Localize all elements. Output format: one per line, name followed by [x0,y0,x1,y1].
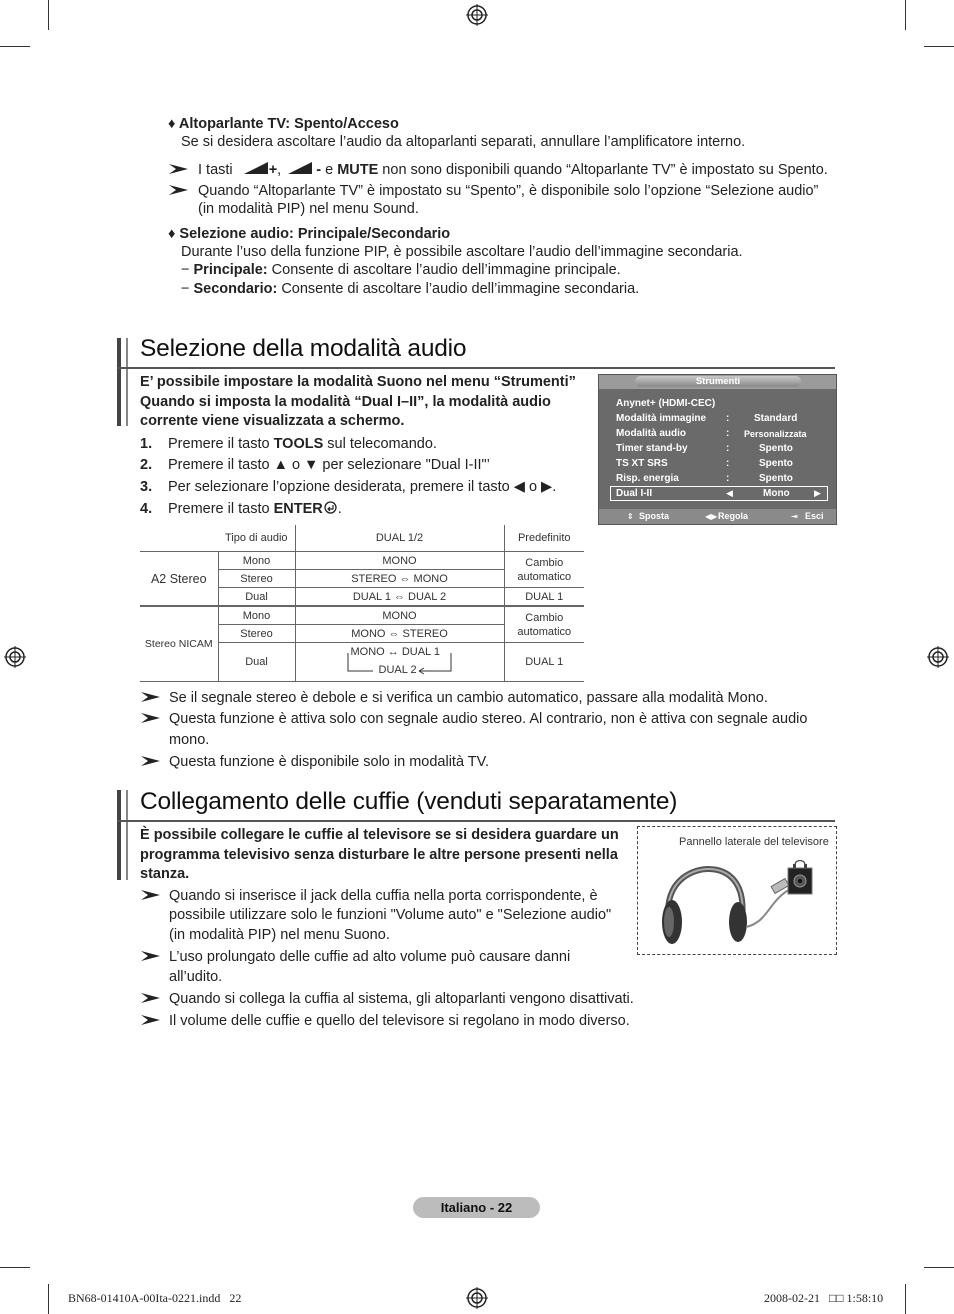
section-bar [117,790,121,880]
step-item [140,435,437,454]
table-cell: Mono [218,606,295,625]
menu-row [616,443,826,455]
registration-mark-icon [466,1287,488,1309]
step-key: TOOLS [273,436,324,452]
dual-cycle-bottom: DUAL 2 [378,664,417,676]
date-info: 2008-02-21 □□ 1:58:10 [764,1291,884,1305]
table-cell: Cambio automatico [504,606,584,643]
bullet-text: Se si desidera ascoltare l’audio da altoparlanti separati, annullare l’amplificatore interno. [181,134,746,150]
note-text: Quando si collega la cuffia al sistema, gli altoparlanti vengono disattivati. [169,991,634,1007]
dual-cycle-diagram [345,645,455,679]
menu-header [599,375,836,389]
table-cell: Mono [218,552,295,570]
arrow-right-icon: ▶ [814,488,821,498]
section-title: Collegamento delle cuffie (venduti separatamente) [140,788,678,815]
comma: , [277,162,282,178]
file-info: BN68-01410A-00Ita-0221.indd 22 [68,1291,242,1305]
crop-mark [905,0,906,30]
menu-row-label: Modalità audio [616,428,686,439]
intro-text: programma televisivo senza disturbare le altre persone presenti nella [140,847,618,863]
colon: : [726,413,730,424]
menu-row-value: Spento [759,458,793,469]
note-arrow-icon [140,991,162,1005]
headphone-icon [638,827,836,954]
menu-selected-row [610,486,828,501]
note-text: possibile utilizzare solo le funzioni "Volume auto" e "Selezione audio" [169,907,612,923]
sub-item-text: Consente di ascoltare l’audio dell’immagine secondaria. [277,281,640,297]
dual-cycle-top: MONO ↔ DUAL 1 [350,646,440,658]
menu-row-label: Risp. energia [616,473,679,484]
bullet-title: ♦ Selezione audio: Principale/Secondario [168,226,451,242]
dash: − [181,262,190,278]
footer-exit-label: Esci [805,511,824,521]
table-cell: STEREO ⇔ MONO [295,570,504,588]
page-number: Italiano - 22 [413,1197,540,1218]
menu-row [616,458,826,470]
menu-row [616,413,826,425]
menu-row-value: Mono [763,488,790,499]
colon: : [726,428,730,439]
table-header: Tipo di audio [218,525,295,552]
note-arrow-icon [140,888,162,902]
intro-text: stanza. [140,866,190,882]
dash: − [181,281,190,297]
note-text: Il volume delle cuffie e quello del televisore si regolano in modo diverso. [169,1013,630,1029]
table-cell: MONO [295,606,504,625]
volume-up-icon [243,161,269,175]
note-arrow-icon [140,1013,162,1027]
note-text: L’uso prolungato delle cuffie ad alto volume può causare danni [169,949,571,965]
crop-mark [48,0,49,30]
note-arrow-icon [140,949,162,963]
menu-row-label: TS XT SRS [616,458,668,469]
note-text: mono. [169,732,210,748]
step-number: 4. [140,501,153,517]
menu-title: Strumenti [635,376,801,387]
note-text: Questa funzione è attiva solo con segnale audio stereo. Al contrario, non è attiva con segnale audio [169,711,808,727]
note-arrow-icon [168,183,190,197]
headphone-illustration-panel [637,826,837,955]
sub-item-label: Secondario: [193,281,278,297]
step-text: sul telecomando. [323,436,437,452]
table-header: DUAL 1/2 [295,525,504,552]
table-group-label: Stereo NICAM [140,606,218,682]
table-row [140,552,584,570]
menu-footer [599,509,836,524]
section-title: Selezione della modalità audio [140,335,467,362]
section-bar [117,338,121,426]
crop-mark [0,1267,30,1268]
step-number: 2. [140,457,153,473]
bullet-title: ♦ Altoparlante TV: Spento/Acceso [168,116,399,132]
table-cell: DUAL 1 [504,643,584,682]
menu-row [616,398,826,410]
table-header-row [140,525,584,552]
plus-label: + [268,162,278,178]
menu-row-value: Spento [759,473,793,484]
table-cell: Stereo [218,570,295,588]
section-bar [126,338,128,426]
table-cell: MONO [295,552,504,570]
note-arrow-icon [140,754,162,768]
note-arrow-icon [140,690,162,704]
intro-text: corrente viene visualizzata a schermo. [140,413,405,429]
crop-mark [924,1267,954,1268]
note-text: Questa funzione è disponibile solo in modalità TV. [169,754,490,770]
footer-adjust-label: Regola [718,511,749,521]
note-text: (in modalità PIP) nel menu Sound. [198,201,419,217]
table-cell: Dual [218,588,295,607]
updown-icon: ⇕ [627,512,634,521]
step-text: Per selezionare l’opzione desiderata, premere il tasto ◀ o ▶. [168,479,557,495]
note-text: I tasti [198,162,233,178]
volume-down-icon [287,161,313,175]
menu-row-value: Spento [759,443,793,454]
note-line [198,161,828,180]
title-underline [117,820,835,822]
step-key: ENTER [273,501,323,517]
crop-mark [905,1284,906,1314]
table-group-label: A2 Stereo [140,552,218,607]
menu-row-label: Anynet+ (HDMI-CEC) [616,398,716,409]
sub-item-label: Principale: [193,262,268,278]
note-text: Se il segnale stereo è debole e si verifica un cambio automatico, passare alla modalità Mono. [169,690,768,706]
sub-item [181,280,639,299]
table-cell: MONO ⇔ STEREO [295,625,504,643]
step-text: Premere il tasto [168,501,274,517]
table-cell [140,525,218,552]
step-item [140,500,342,519]
step-text: Premere il tasto [168,436,274,452]
intro-text: Quando si imposta la modalità “Dual I–II”, la modalità audio [140,394,551,410]
section-bar [126,790,128,880]
note-text: all’udito. [169,969,223,985]
step-item [140,478,556,497]
step-number: 1. [140,436,153,452]
crop-mark [924,46,954,47]
colon: : [726,458,730,469]
bullet-text: Durante l’uso della funzione PIP, è possibile ascoltare l’audio dell’immagine secondaria. [181,244,743,260]
table-row [140,606,584,625]
table-cell: Dual [218,643,295,682]
table-cell: DUAL 1 ⇔ DUAL 2 [295,588,504,607]
step-text: Premere il tasto ▲ o ▼ per selezionare "Dual I-II"’ [168,457,490,473]
menu-row-label: Modalità immagine [616,413,707,424]
leftright-icon: ◀▶ [705,512,718,521]
exit-icon: ⇥ [791,512,798,521]
note-arrow-icon [140,711,162,725]
mute-label: MUTE [337,162,379,178]
table-cell: Cambio automatico [504,552,584,588]
minus-label: - [316,162,322,178]
audio-mode-table [140,525,584,682]
title-underline [117,367,835,369]
intro-text: E’ possibile impostare la modalità Suono nel menu “Strumenti” [140,374,576,390]
tools-menu-screenshot [598,374,837,525]
arrow-left-icon: ◀ [726,488,733,498]
step-number: 3. [140,479,153,495]
colon: : [726,473,730,484]
colon: : [726,443,730,454]
menu-row-label: Dual I-II [616,488,653,499]
table-cell: DUAL 1 [504,588,584,607]
step-text: . [337,501,342,517]
cycle-arrow-icon [345,645,455,679]
menu-row-value: Personalizzata [744,429,807,439]
sub-item-text: Consente di ascoltare l’audio dell’immagine principale. [267,262,621,278]
footer-move-label: Sposta [639,511,670,521]
table-header: Predefinito [504,525,584,552]
registration-mark-icon [4,646,26,668]
menu-row [616,428,826,440]
note-arrow-icon [168,162,190,176]
table-cell: Stereo [218,625,295,643]
menu-row [616,473,826,485]
enter-icon [323,501,338,514]
menu-row-label: Timer stand-by [616,443,688,454]
table-cell [295,643,504,682]
note-text: non sono disponibili quando “Altoparlante TV” è impostato su Spento. [378,162,828,178]
crop-mark [0,46,30,47]
sub-item [181,261,621,280]
registration-mark-icon [466,4,488,26]
note-text: e [321,162,338,178]
note-text: (in modalità PIP) nel menu Suono. [169,927,390,943]
note-text: Quando “Altoparlante TV” è impostato su “Spento”, è disponibile solo l’opzione “Selezione audio” [198,183,819,199]
menu-row-value: Standard [754,413,798,424]
panel-label: Pannello laterale del televisore [679,836,829,848]
note-text: Quando si inserisce il jack della cuffia nella porta corrispondente, è [169,888,598,904]
intro-text: È possibile collegare le cuffie al televisore se si desidera guardare un [140,827,619,843]
crop-mark [48,1284,49,1314]
step-item [140,456,490,475]
registration-mark-icon [927,646,949,668]
